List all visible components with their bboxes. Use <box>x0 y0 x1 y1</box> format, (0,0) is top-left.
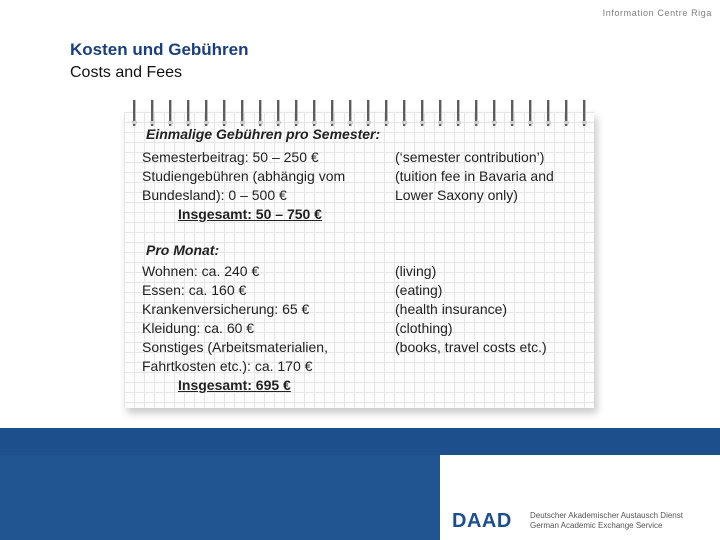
semester-line-de: Bundesland): 0 – 500 € <box>142 187 287 203</box>
semester-line-de: Semesterbeitrag: 50 – 250 € <box>142 149 319 165</box>
monthly-line-de: Wohnen: ca. 240 € <box>142 263 260 279</box>
monthly-line-de: Essen: ca. 160 € <box>142 282 247 298</box>
monthly-line-en: (living) <box>395 263 437 279</box>
monthly-line-de: Kleidung: ca. 60 € <box>142 320 255 336</box>
page-title-english: Costs and Fees <box>70 64 183 81</box>
logo-caption-line-german: Deutscher Akademischer Austausch Dienst <box>530 511 683 520</box>
semester-total: Insgesamt: 50 – 750 € <box>178 206 322 222</box>
monthly-line-en: (books, travel costs etc.) <box>395 339 547 355</box>
footer-panel-left <box>0 455 440 540</box>
monthly-line-de: Sonstiges (Arbeitsmaterialien, <box>142 339 328 355</box>
monthly-line-de: Krankenversicherung: 65 € <box>142 301 310 317</box>
spiral-binding <box>124 100 594 126</box>
daad-logo-caption <box>530 511 683 531</box>
footer-band <box>0 428 720 455</box>
monthly-heading: Pro Monat: <box>146 242 220 258</box>
semester-line-en: Lower Saxony only) <box>395 187 518 203</box>
monthly-line-en: (eating) <box>395 282 443 298</box>
logo-caption-line-english: German Academic Exchange Service <box>530 521 663 530</box>
header-note: Information Centre Riga <box>602 8 712 18</box>
page-title-german: Kosten und Gebühren <box>70 40 249 59</box>
daad-logo: DAAD <box>452 510 512 532</box>
notepad-sheet <box>124 112 594 408</box>
monthly-total: Insgesamt: 695 € <box>178 377 291 393</box>
monthly-line-en: (clothing) <box>395 320 453 336</box>
monthly-line-en: (health insurance) <box>395 301 508 317</box>
semester-line-en: (‘semester contribution’) <box>395 149 545 165</box>
semester-line-de: Studiengebühren (abhängig vom <box>142 168 346 184</box>
semester-heading: Einmalige Gebühren pro Semester: <box>146 126 381 142</box>
semester-line-en: (tuition fee in Bavaria and <box>395 168 554 184</box>
monthly-line-de: Fahrtkosten etc.): ca. 170 € <box>142 358 313 374</box>
